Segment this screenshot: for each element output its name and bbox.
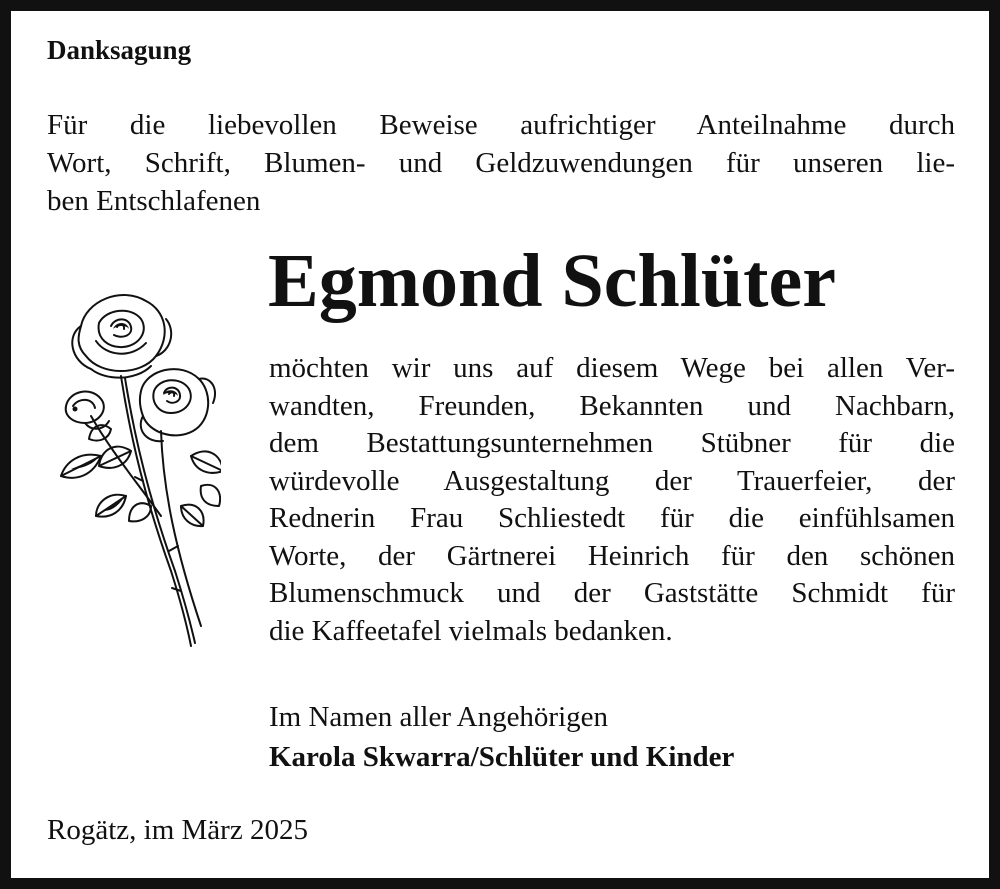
signature-names: Karola Skwarra/Schlüter und Kinder	[269, 741, 735, 773]
body-line: wandten, Freunden, Bekannten und Nachbarn,	[269, 389, 955, 422]
obituary-notice	[11, 11, 989, 878]
place-date: Rogätz, im März 2025	[47, 814, 308, 846]
body-line: die Kaffeetafel vielmals bedanken.	[269, 614, 673, 647]
body-line: Worte, der Gärtnerei Heinrich für den schönen	[269, 539, 955, 572]
intro-paragraph	[47, 106, 955, 220]
signature-intro: Im Namen aller Angehörigen	[269, 701, 609, 733]
body-paragraph	[269, 350, 955, 650]
intro-line: ben Entschlafenen	[47, 185, 261, 217]
body-line: Blumenschmuck und der Gaststätte Schmidt für	[269, 577, 955, 609]
intro-line: Für die liebevollen Beweise aufrichtiger Anteilnahme durch	[47, 109, 955, 141]
body-line: dem Bestattungsunternehmen Stübner für die	[269, 427, 955, 459]
body-line: Rednerin Frau Schliestedt für die einfühlsamen	[269, 502, 955, 534]
intro-line: Wort, Schrift, Blumen- und Geldzuwendungen für unseren lie-	[47, 147, 955, 179]
body-line: möchten wir uns auf diesem Wege bei allen Ver-	[269, 352, 955, 384]
notice-heading: Danksagung	[47, 35, 192, 65]
body-line: würdevolle Ausgestaltung der Trauerfeier, der	[269, 464, 955, 497]
roses-icon	[51, 281, 221, 651]
deceased-name: Egmond Schlüter	[268, 239, 836, 323]
